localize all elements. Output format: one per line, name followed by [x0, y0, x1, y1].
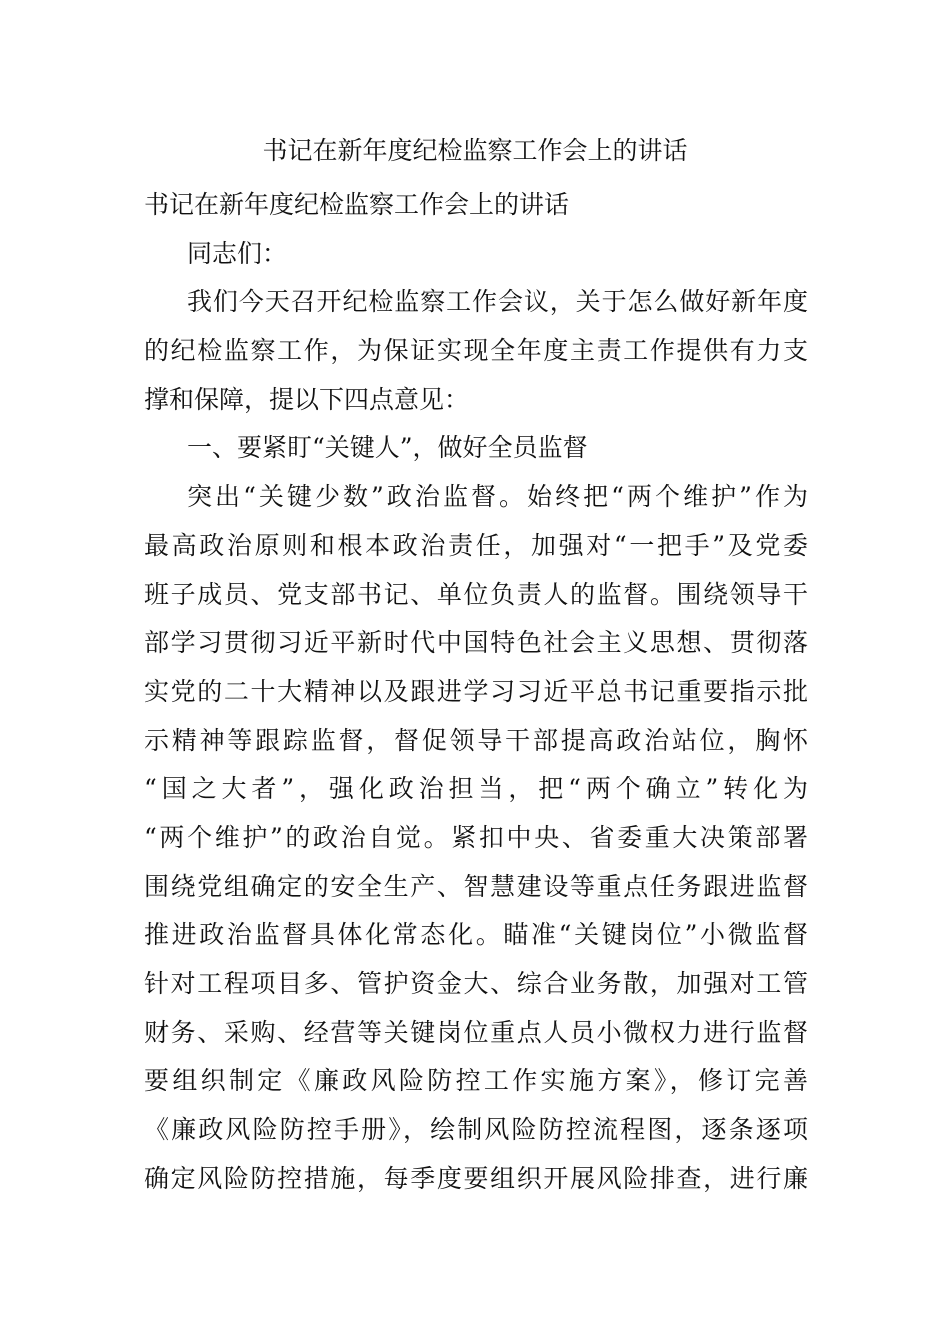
paragraph-line: 要组织制定《廉政风险防控工作实施方案》，修订完善: [144, 1066, 808, 1096]
paragraph-line: 我们今天召开纪检监察工作会议，关于怎么做好新年度: [187, 287, 808, 317]
paragraph-line: 确定风险防控措施，每季度要组织开展风险排查，进行廉: [144, 1163, 808, 1193]
subtitle-line: 书记在新年度纪检监察工作会上的讲话: [144, 190, 570, 219]
paragraph-line: “国之大者”，强化政治担当，把“两个确立”转化为: [144, 774, 808, 804]
document-title: 书记在新年度纪检监察工作会上的讲话: [262, 136, 688, 165]
paragraph-line: 最高政治原则和根本政治责任，加强对“一把手”及党委: [144, 530, 808, 560]
paragraph-line: 示精神等跟踪监督，督促领导干部提高政治站位，胸怀: [144, 725, 808, 755]
paragraph-line: 实党的二十大精神以及跟进学习习近平总书记重要指示批: [144, 676, 808, 706]
document-body: [144, 181, 808, 1203]
paragraph-line: 财务、采购、经营等关键岗位重点人员小微权力进行监督: [144, 1017, 808, 1047]
paragraph-line: 推进政治监督具体化常态化。瞄准“关键岗位”小微监督: [144, 920, 808, 950]
salutation-line: 同志们：: [187, 238, 288, 268]
paragraph-line: 的纪检监察工作，为保证实现全年度主责工作提供有力支: [144, 336, 808, 366]
section-heading-line: 一、要紧盯“关键人”，做好全员监督: [187, 433, 588, 463]
paragraph-line: 突出“关键少数”政治监督。始终把“两个维护”作为: [187, 482, 808, 512]
paragraph-line: 撑和保障，提以下四点意见：: [144, 384, 470, 414]
paragraph-line: 围绕党组确定的安全生产、智慧建设等重点任务跟进监督: [144, 871, 808, 901]
paragraph-line: 针对工程项目多、管护资金大、综合业务散，加强对工管: [144, 969, 808, 998]
paragraph-line: 部学习贯彻习近平新时代中国特色社会主义思想、贯彻落: [144, 628, 808, 658]
paragraph-line: “两个维护”的政治自觉。紧扣中央、省委重大决策部署: [144, 822, 808, 852]
paragraph-line: 班子成员、党支部书记、单位负责人的监督。围绕领导干: [144, 579, 808, 609]
paragraph-line: 《廉政风险防控手册》，绘制风险防控流程图，逐条逐项: [144, 1115, 808, 1145]
